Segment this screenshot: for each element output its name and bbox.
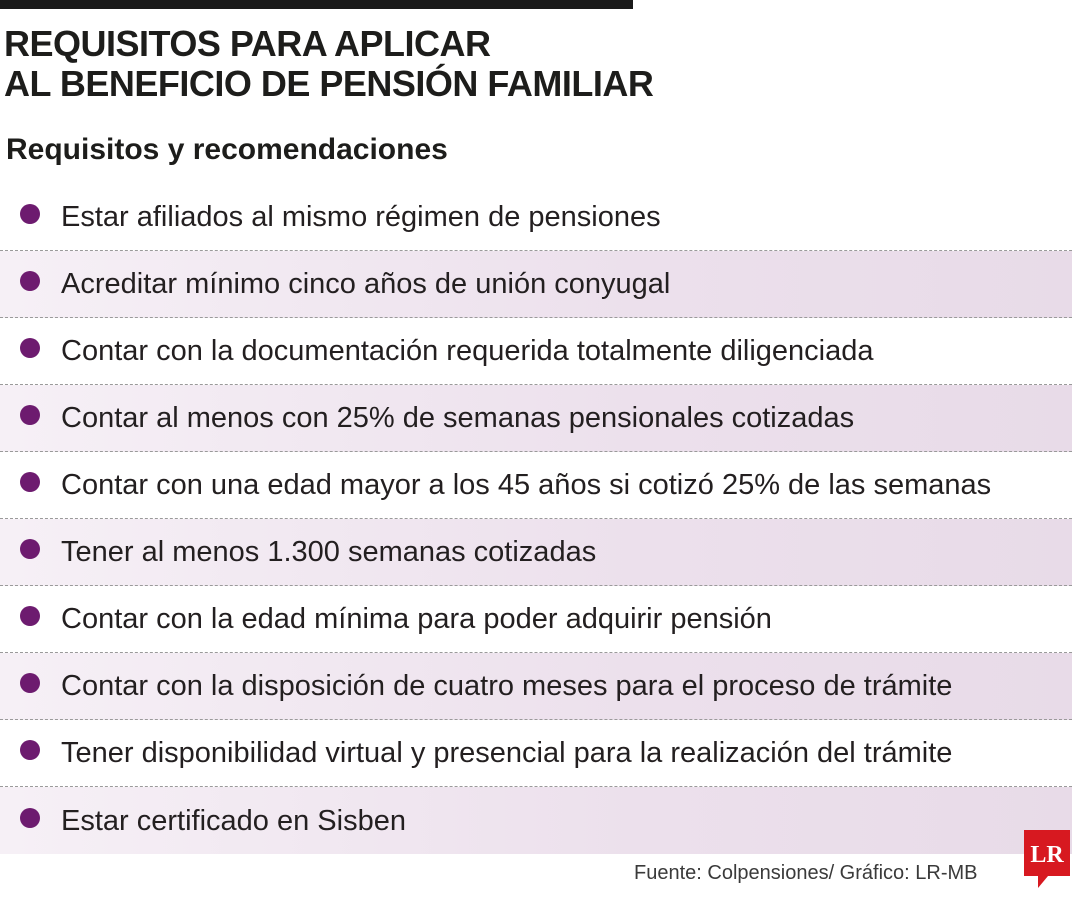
list-item-text: Contar con la edad mínima para poder adquirir pensión [61, 603, 772, 635]
title-line-2: AL BENEFICIO DE PENSIÓN FAMILIAR [4, 63, 654, 104]
list-item-text: Tener disponibilidad virtual y presencial para la realización del trámite [61, 737, 953, 769]
bullet-icon [20, 271, 40, 291]
section-subtitle: Requisitos y recomendaciones [6, 133, 448, 166]
bullet-icon [20, 808, 40, 828]
bullet-icon [20, 606, 40, 626]
requirements-list [0, 184, 1072, 854]
logo-text: LR [1030, 842, 1064, 868]
bullet-icon [20, 405, 40, 425]
bullet-icon [20, 204, 40, 224]
bullet-icon [20, 539, 40, 559]
list-item-text: Tener al menos 1.300 semanas cotizadas [61, 536, 597, 568]
list-item [0, 586, 1072, 653]
title-line-1: REQUISITOS PARA APLICAR [4, 23, 491, 64]
top-rule [0, 0, 633, 9]
bullet-icon [20, 338, 40, 358]
list-item-text: Acreditar mínimo cinco años de unión conyugal [61, 268, 671, 300]
list-item [0, 653, 1072, 720]
source-credit: Fuente: Colpensiones/ Gráfico: LR-MB [634, 862, 978, 884]
list-item-text: Estar certificado en Sisben [61, 804, 406, 837]
list-item [0, 184, 1072, 251]
bullet-icon [20, 740, 40, 760]
list-item-text: Contar con una edad mayor a los 45 años si cotizó 25% de las semanas [61, 469, 992, 501]
list-item-text: Contar con la documentación requerida totalmente diligenciada [61, 335, 874, 367]
list-item-text: Contar al menos con 25% de semanas pensionales cotizadas [61, 402, 855, 434]
page-title [4, 24, 653, 104]
lr-logo-icon [1024, 830, 1070, 890]
list-item [0, 452, 1072, 519]
list-item [0, 519, 1072, 586]
list-item [0, 318, 1072, 385]
bullet-icon [20, 472, 40, 492]
bullet-icon [20, 673, 40, 693]
list-item [0, 385, 1072, 452]
list-item [0, 720, 1072, 787]
list-item [0, 787, 1072, 854]
list-item [0, 251, 1072, 318]
list-item-text: Contar con la disposición de cuatro meses para el proceso de trámite [61, 670, 953, 702]
list-item-text: Estar afiliados al mismo régimen de pensiones [61, 201, 661, 233]
